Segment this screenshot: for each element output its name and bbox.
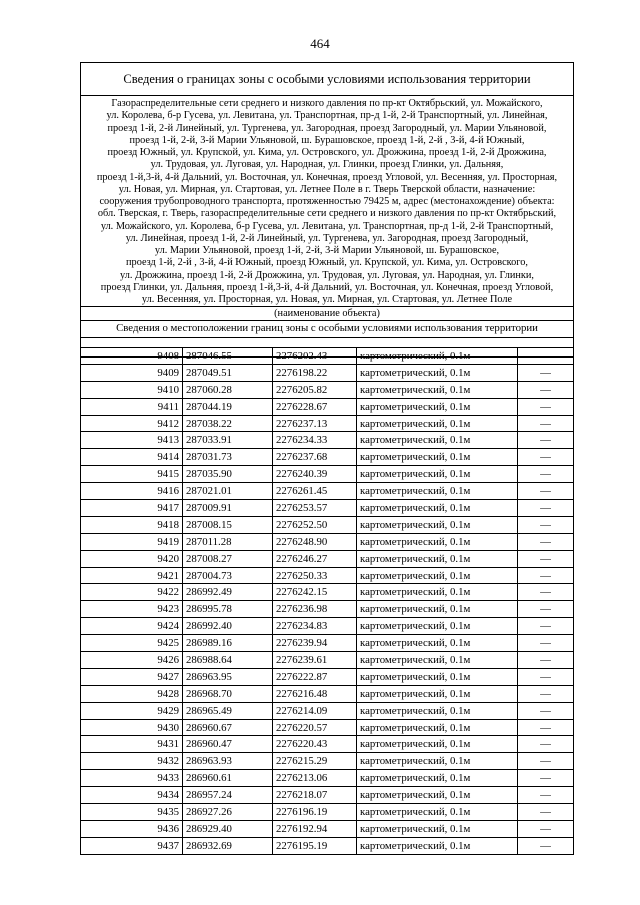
table-row [81,635,574,652]
note-cell: — [518,584,574,601]
method-cell: картометрический, 0.1м [357,432,518,449]
y-coordinate-cell: 2276261.45 [273,483,357,500]
x-coordinate-cell: 287008.15 [183,516,273,533]
x-coordinate-cell: 286960.61 [183,770,273,787]
note-cell: — [518,820,574,837]
x-coordinate-cell: 287011.28 [183,533,273,550]
object-description-line: ул. Марии Ульяновой, проезд 1-й, 2-й, 3-й Марии Ульяновой, ш. Бурашовское, [154,245,500,256]
note-cell: — [518,466,574,483]
y-coordinate-cell: 2276239.61 [273,652,357,669]
point-number-cell: 9437 [81,837,183,854]
x-coordinate-cell: 286963.93 [183,753,273,770]
point-number-cell: 9434 [81,787,183,804]
x-coordinate-cell: 287021.01 [183,483,273,500]
y-coordinate-cell: 2276237.68 [273,449,357,466]
object-description-line: ул. Новая, ул. Мирная, ул. Стартовая, ул. Летнее Поле в г. Тверь Тверской области, назначение: [118,183,536,195]
zone-info-frame [80,62,574,358]
y-coordinate-cell: 2276239.94 [273,635,357,652]
object-description-line: ул. Линейная, проезд 1-й, 2-й Линейный, ул. Тургенева, ул. Загородная, проезд Загородный, [125,232,529,244]
y-coordinate-cell: 2276246.27 [273,550,357,567]
method-cell: картометрический, 0.1м [357,837,518,854]
y-coordinate-cell: 2276218.07 [273,787,357,804]
note-cell: — [518,618,574,635]
table-row [81,804,574,821]
note-cell: — [518,364,574,381]
x-coordinate-cell: 287049.51 [183,364,273,381]
table-row [81,550,574,567]
location-heading: Сведения о местоположении границ зоны с особыми условиями использования территории [81,321,573,338]
method-cell: картометрический, 0.1м [357,702,518,719]
table-row [81,770,574,787]
method-cell: картометрический, 0.1м [357,449,518,466]
object-description-line: ул. Трудовая, ул. Луговая, ул. Народная, ул. Глинки, проезд Глинки, ул. Дальняя, [150,159,504,171]
table-row [81,533,574,550]
note-cell: — [518,770,574,787]
x-coordinate-cell: 286963.95 [183,668,273,685]
point-number-cell: 9409 [81,364,183,381]
point-number-cell: 9412 [81,415,183,432]
y-coordinate-cell: 2276248.90 [273,533,357,550]
y-coordinate-cell: 2276234.33 [273,432,357,449]
point-number-cell: 9418 [81,516,183,533]
y-coordinate-cell: 2276215.29 [273,753,357,770]
point-number-cell: 9422 [81,584,183,601]
note-cell: — [518,483,574,500]
x-coordinate-cell: 287044.19 [183,398,273,415]
table-row [81,432,574,449]
x-coordinate-cell: 286932.69 [183,837,273,854]
x-coordinate-cell: 286992.49 [183,584,273,601]
x-coordinate-cell: 286992.40 [183,618,273,635]
table-row [81,736,574,753]
x-coordinate-cell: 286960.47 [183,736,273,753]
x-coordinate-cell: 286989.16 [183,635,273,652]
point-number-cell: 9414 [81,449,183,466]
method-cell: картометрический, 0.1м [357,398,518,415]
y-coordinate-cell: 2276242.15 [273,584,357,601]
object-description-line: проезд Южный, ул. Крупской, ул. Кима, ул. Островского, ул. Дрожжина, проезд 1-й, 2-й Дрожжина, [107,147,547,158]
note-cell: — [518,381,574,398]
method-cell: картометрический, 0.1м [357,719,518,736]
table-row [81,702,574,719]
object-description-line: проезд 1-й, 2-й Линейный, ул. Тургенева, ул. Загородная, проезд Загородный, ул. Марии Ульяновой, [107,122,547,134]
point-number-cell: 9415 [81,466,183,483]
method-cell: картометрический, 0.1м [357,685,518,702]
note-cell: — [518,415,574,432]
object-description-line: обл. Тверская, г. Тверь, газораспределительные сети среднего и низкого давления по пр-кт Октябрьский, [97,208,557,220]
x-coordinate-cell: 287046.55 [183,348,273,365]
table-row [81,500,574,517]
table-row [81,820,574,837]
note-cell: — [518,719,574,736]
object-description-line: Газораспределительные сети среднего и низкого давления по пр-кт Октябрьский, ул. Можайского, [111,98,543,109]
table-row [81,348,574,365]
note-cell: — [518,837,574,854]
object-description-line: ул. Весенняя, ул. Просторная, ул. Новая, ул. Мирная, ул. Стартовая, ул. Летнее Поле [141,294,513,305]
point-number-cell: 9424 [81,618,183,635]
note-cell: — [518,804,574,821]
method-cell: картометрический, 0.1м [357,550,518,567]
method-cell: картометрический, 0.1м [357,584,518,601]
x-coordinate-cell: 287038.22 [183,415,273,432]
method-cell: картометрический, 0.1м [357,601,518,618]
object-description-line: ул. Можайского, ул. Королева, б-р Гусева, ул. Левитана, ул. Транспортная, пр-д 1-й, 2-й Транспортный, [100,220,554,232]
x-coordinate-cell: 287060.28 [183,381,273,398]
object-caption: (наименование объекта) [81,307,573,321]
object-description [81,96,573,307]
x-coordinate-cell: 286968.70 [183,685,273,702]
table-row [81,601,574,618]
note-cell: — [518,567,574,584]
point-number-cell: 9413 [81,432,183,449]
object-description-line: проезд 1-й,3-й, 4-й Дальний, ул. Восточная, ул. Конечная, проезд Угловой, ул. Весенняя, ул. Просторная, [96,171,558,183]
point-number-cell: 9428 [81,685,183,702]
method-cell: картометрический, 0.1м [357,466,518,483]
y-coordinate-cell: 2276252.50 [273,516,357,533]
point-number-cell: 9423 [81,601,183,618]
point-number-cell: 9426 [81,652,183,669]
x-coordinate-cell: 287004.73 [183,567,273,584]
table-row [81,449,574,466]
table-row [81,398,574,415]
point-number-cell: 9433 [81,770,183,787]
method-cell: картометрический, 0.1м [357,567,518,584]
table-row [81,618,574,635]
point-number-cell: 9430 [81,719,183,736]
table-row [81,483,574,500]
x-coordinate-cell: 286988.64 [183,652,273,669]
note-cell: — [518,702,574,719]
point-number-cell: 9436 [81,820,183,837]
method-cell: картометрический, 0.1м [357,787,518,804]
note-cell: — [518,736,574,753]
point-number-cell: 9429 [81,702,183,719]
point-number-cell: 9416 [81,483,183,500]
y-coordinate-cell: 2276205.82 [273,381,357,398]
point-number-cell: 9411 [81,398,183,415]
y-coordinate-cell: 2276202.43 [273,348,357,365]
point-number-cell: 9408 [81,348,183,365]
note-cell: — [518,500,574,517]
table-row [81,381,574,398]
x-coordinate-cell: 286957.24 [183,787,273,804]
point-number-cell: 9435 [81,804,183,821]
note-cell: — [518,449,574,466]
object-description-line: ул. Дрожжина, проезд 1-й, 2-й Дрожжина, ул. Трудовая, ул. Луговая, ул. Народная, ул. Глинки, [120,269,534,281]
method-cell: картометрический, 0.1м [357,736,518,753]
point-number-cell: 9431 [81,736,183,753]
note-cell: — [518,601,574,618]
point-number-cell: 9432 [81,753,183,770]
y-coordinate-cell: 2276236.98 [273,601,357,618]
method-cell: картометрический, 0.1м [357,635,518,652]
point-number-cell: 9419 [81,533,183,550]
method-cell: картометрический, 0.1м [357,820,518,837]
page-number: 464 [310,36,330,51]
x-coordinate-cell: 286995.78 [183,601,273,618]
method-cell: картометрический, 0.1м [357,516,518,533]
note-cell: — [518,635,574,652]
note-cell: — [518,348,574,365]
method-cell: картометрический, 0.1м [357,668,518,685]
y-coordinate-cell: 2276240.39 [273,466,357,483]
table-row [81,719,574,736]
table-row [81,364,574,381]
y-coordinate-cell: 2276213.06 [273,770,357,787]
table-row [81,584,574,601]
point-number-cell: 9410 [81,381,183,398]
table-row [81,685,574,702]
table-row [81,516,574,533]
y-coordinate-cell: 2276192.94 [273,820,357,837]
x-coordinate-cell: 287008.27 [183,550,273,567]
method-cell: картометрический, 0.1м [357,652,518,669]
note-cell: — [518,787,574,804]
table-row [81,466,574,483]
x-coordinate-cell: 286965.49 [183,702,273,719]
table-row [81,652,574,669]
method-cell: картометрический, 0.1м [357,500,518,517]
method-cell: картометрический, 0.1м [357,381,518,398]
y-coordinate-cell: 2276237.13 [273,415,357,432]
table-row [81,567,574,584]
y-coordinate-cell: 2276198.22 [273,364,357,381]
x-coordinate-cell: 287033.91 [183,432,273,449]
coordinates-table [80,347,574,855]
note-cell: — [518,516,574,533]
x-coordinate-cell: 286927.26 [183,804,273,821]
object-description-line: ул. Королева, б-р Гусева, ул. Левитана, ул. Транспортная, пр-д 1-й, 2-й Транспортный, ул. Линейная, [106,110,548,122]
object-description-line: проезд Глинки, ул. Дальняя, проезд 1-й,3-й, 4-й Дальний, ул. Восточная, ул. Конечная, проезд Угловой, [100,281,554,293]
point-number-cell: 9420 [81,550,183,567]
y-coordinate-cell: 2276234.83 [273,618,357,635]
note-cell: — [518,432,574,449]
method-cell: картометрический, 0.1м [357,483,518,500]
note-cell: — [518,668,574,685]
y-coordinate-cell: 2276214.09 [273,702,357,719]
method-cell: картометрический, 0.1м [357,364,518,381]
table-row [81,668,574,685]
note-cell: — [518,550,574,567]
x-coordinate-cell: 287035.90 [183,466,273,483]
table-row [81,415,574,432]
note-cell: — [518,753,574,770]
y-coordinate-cell: 2276222.87 [273,668,357,685]
y-coordinate-cell: 2276228.67 [273,398,357,415]
method-cell: картометрический, 0.1м [357,804,518,821]
x-coordinate-cell: 287031.73 [183,449,273,466]
point-number-cell: 9427 [81,668,183,685]
object-description-line: сооружения трубопроводного транспорта, протяженностью 79425 м, адрес (местонахождение) объекта: [99,196,555,207]
method-cell: картометрический, 0.1м [357,348,518,365]
x-coordinate-cell: 287009.91 [183,500,273,517]
y-coordinate-cell: 2276220.43 [273,736,357,753]
point-number-cell: 9417 [81,500,183,517]
point-number-cell: 9421 [81,567,183,584]
y-coordinate-cell: 2276253.57 [273,500,357,517]
note-cell: — [518,398,574,415]
method-cell: картометрический, 0.1м [357,618,518,635]
object-description-line: проезд 1-й, 2-й, 3-й Марии Ульяновой, ш. Бурашовское, проезд 1-й, 2-й , 3-й, 4-й Южный, [129,134,525,146]
y-coordinate-cell: 2276216.48 [273,685,357,702]
x-coordinate-cell: 286960.67 [183,719,273,736]
method-cell: картометрический, 0.1м [357,770,518,787]
table-row [81,753,574,770]
object-description-line: проезд 1-й, 2-й , 3-й, 4-й Южный, проезд Южный, ул. Крупской, ул. Кима, ул. Островского, [126,257,528,269]
method-cell: картометрический, 0.1м [357,415,518,432]
table-row [81,787,574,804]
point-number-cell: 9425 [81,635,183,652]
y-coordinate-cell: 2276220.57 [273,719,357,736]
y-coordinate-cell: 2276195.19 [273,837,357,854]
x-coordinate-cell: 286929.40 [183,820,273,837]
y-coordinate-cell: 2276196.19 [273,804,357,821]
method-cell: картометрический, 0.1м [357,753,518,770]
table-row [81,837,574,854]
note-cell: — [518,533,574,550]
y-coordinate-cell: 2276250.33 [273,567,357,584]
note-cell: — [518,685,574,702]
document-title: Сведения о границах зоны с особыми условиями использования территории [81,63,573,96]
method-cell: картометрический, 0.1м [357,533,518,550]
note-cell: — [518,652,574,669]
